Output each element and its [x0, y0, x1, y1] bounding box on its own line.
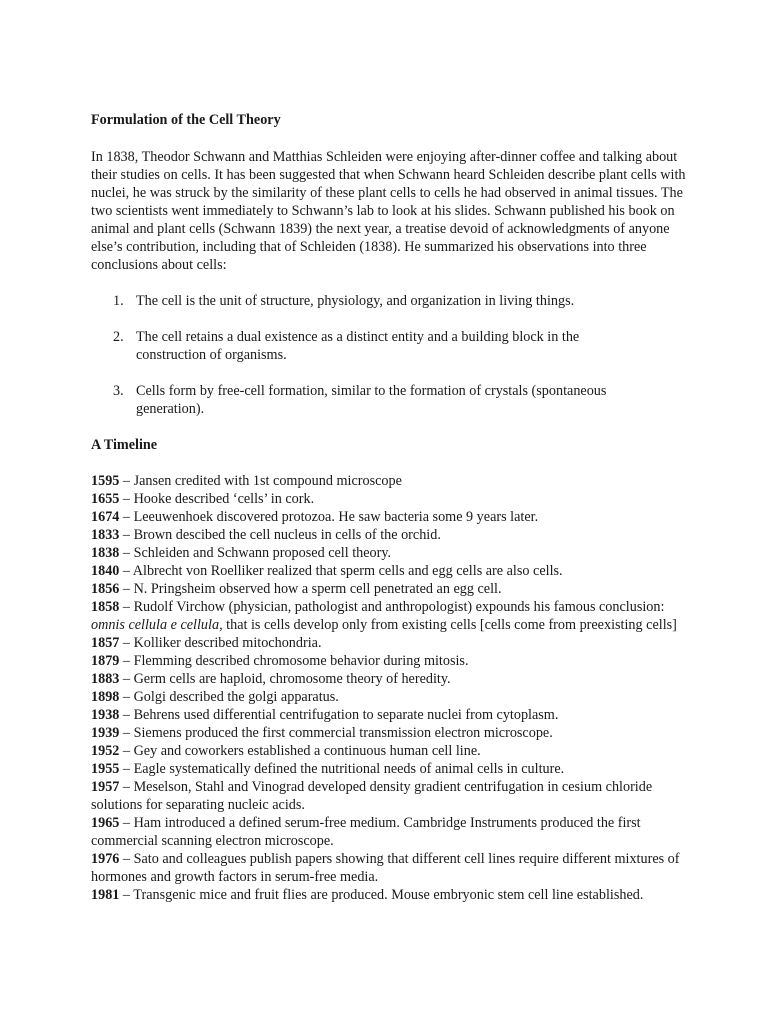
timeline-year: 1955 [91, 761, 120, 777]
timeline-entry [91, 598, 691, 634]
timeline-text: – Siemens produced the first commercial transmission electron microscope. [119, 725, 553, 741]
timeline-text: – Germ cells are haploid, chromosome theory of heredity. [119, 671, 451, 687]
timeline-year: 1655 [91, 491, 120, 507]
timeline-text: – Rudolf Virchow (physician, pathologist and anthropologist) expounds his famous conclusion: [119, 599, 665, 615]
timeline-text: – Behrens used differential centrifugation to separate nuclei from cytoplasm. [119, 707, 559, 723]
timeline-year: 1833 [91, 527, 120, 543]
timeline-year: 1856 [91, 581, 120, 597]
timeline-entry [91, 814, 691, 850]
timeline-entry [91, 472, 691, 490]
timeline-year: 1952 [91, 743, 120, 759]
timeline-entry [91, 778, 691, 814]
latin-phrase: omnis cellula e cellula [91, 617, 220, 633]
timeline-entry [91, 706, 691, 724]
timeline-entry [91, 634, 691, 652]
timeline-text: – Schleiden and Schwann proposed cell theory. [119, 545, 392, 561]
timeline-entry [91, 508, 691, 526]
list-item-text: Cells form by free-cell formation, similar to the formation of crystals (spontaneous generation). [136, 383, 607, 417]
timeline-year: 1879 [91, 653, 120, 669]
list-item [91, 292, 691, 310]
timeline-year: 1857 [91, 635, 120, 651]
timeline-text: – N. Pringsheim observed how a sperm cell penetrated an egg cell. [119, 581, 502, 597]
timeline-entry [91, 724, 691, 742]
timeline-text: – Eagle systematically defined the nutritional needs of animal cells in culture. [119, 761, 565, 777]
list-item-number: 3. [113, 383, 124, 399]
timeline-entry [91, 670, 691, 688]
intro-paragraph: In 1838, Theodor Schwann and Matthias Schleiden were enjoying after-dinner coffee and talking about their studies on cells. It has been suggested that when Schwann heard Schleiden describe plant cells with nuclei, he was struck by the similarity of these plant cells to cells he had observed in animal tissues. The two scientists went immediately to Schwann’s lab to look at his slides. Schwann published his book on animal and plant cells (Schwann 1839) the next year, a treatise devoid of acknowledgments of anyone else’s contribution, including that of Schleiden (1838). He summarized his observations into three conclusions about cells: [91, 149, 686, 273]
timeline-text: – Jansen credited with 1st compound microscope [119, 473, 402, 489]
timeline-text: – Albrecht von Roelliker realized that sperm cells and egg cells are also cells. [119, 563, 563, 579]
timeline-entry [91, 886, 691, 904]
list-item-text: The cell is the unit of structure, physiology, and organization in living things. [136, 293, 575, 309]
timeline-year: 1838 [91, 545, 120, 561]
conclusions-list [91, 292, 691, 418]
timeline-text: – Leeuwenhoek discovered protozoa. He saw bacteria some 9 years later. [119, 509, 539, 525]
timeline-year: 1858 [91, 599, 120, 615]
timeline-year: 1840 [91, 563, 120, 579]
timeline-text: – Hooke described ‘cells’ in cork. [119, 491, 315, 507]
list-item-number: 2. [113, 329, 124, 345]
timeline-entry [91, 580, 691, 598]
timeline-year: 1938 [91, 707, 120, 723]
list-item-text: The cell retains a dual existence as a distinct entity and a building block in the construction of organisms. [136, 329, 580, 363]
timeline-text: – Transgenic mice and fruit flies are produced. Mouse embryonic stem cell line established. [119, 887, 644, 903]
timeline-entry [91, 562, 691, 580]
timeline-text: – Kolliker described mitochondria. [119, 635, 322, 651]
timeline-entry [91, 742, 691, 760]
timeline-year: 1595 [91, 473, 120, 489]
timeline-text: – Ham introduced a defined serum-free medium. Cambridge Instruments produced the first commercial scanning electron microscope. [91, 815, 641, 849]
timeline-text: – Gey and coworkers established a continuous human cell line. [119, 743, 481, 759]
timeline-year: 1883 [91, 671, 120, 687]
timeline-year: 1976 [91, 851, 120, 867]
timeline-year: 1981 [91, 887, 120, 903]
timeline-entry [91, 760, 691, 778]
timeline-text: – Meselson, Stahl and Vinograd developed density gradient centrifugation in cesium chloride solutions for separating nucleic acids. [91, 779, 653, 813]
timeline-entry [91, 652, 691, 670]
timeline-year: 1965 [91, 815, 120, 831]
timeline-entry [91, 688, 691, 706]
document-page [91, 111, 691, 904]
timeline-text: – Golgi described the golgi apparatus. [119, 689, 339, 705]
timeline-entry [91, 490, 691, 508]
timeline-text-continued: , that is cells develop only from existing cells [cells come from preexisting cells] [219, 617, 677, 633]
timeline-heading: A Timeline [91, 437, 158, 453]
list-item [91, 328, 691, 364]
timeline-list [91, 472, 691, 904]
list-item [91, 382, 691, 418]
timeline-year: 1939 [91, 725, 120, 741]
timeline-text: – Sato and colleagues publish papers showing that different cell lines require different mixtures of hormones and growth factors in serum-free media. [91, 851, 680, 885]
timeline-text: – Flemming described chromosome behavior during mitosis. [119, 653, 469, 669]
timeline-year: 1898 [91, 689, 120, 705]
timeline-entry [91, 544, 691, 562]
timeline-text: – Brown descibed the cell nucleus in cells of the orchid. [119, 527, 441, 543]
page-title: Formulation of the Cell Theory [91, 112, 281, 128]
timeline-entry [91, 850, 691, 886]
timeline-entry [91, 526, 691, 544]
list-item-number: 1. [113, 293, 124, 309]
timeline-year: 1674 [91, 509, 120, 525]
timeline-year: 1957 [91, 779, 120, 795]
